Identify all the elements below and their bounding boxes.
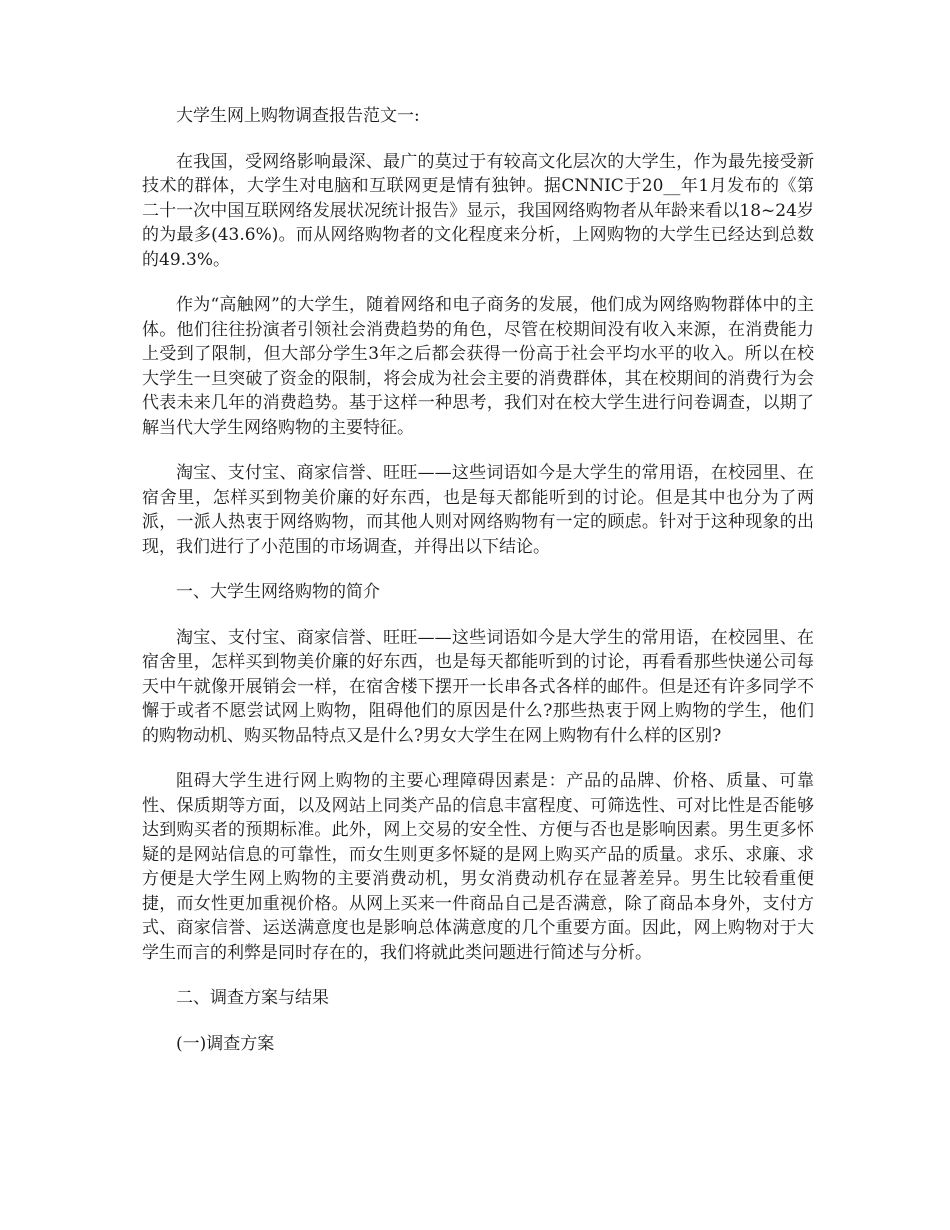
sub-heading-survey-plan: (一)调查方案: [176, 1033, 275, 1054]
paragraph-intro-3: 淘宝、支付宝、商家信誉、旺旺——这些词语如今是大学生的常用语，在校园里、在宿舍里，怎样买到物美价廉的好东西，也是每天都能听到的讨论。但是其中也分为了两派，一派人热衷于网络购物，而其他人则对网络购物有一定的顾虑。针对于这种现象的出现，我们进行了小范围的市场调查，并得出以下结论。: [142, 463, 814, 557]
document-body: [142, 104, 814, 1077]
paragraph-section1-1: 淘宝、支付宝、商家信誉、旺旺——这些词语如今是大学生的常用语，在校园里、在宿舍里，怎样买到物美价廉的好东西，也是每天都能听到的讨论，再看看那些快递公司每天中午就像开展销会一样，在宿舍楼下摆开一长串各式各样的邮件。但是还有许多同学不懈于或者不愿尝试网上购物，阻碍他们的原因是什么?那些热衷于网上购物的学生，他们的购物动机、购买物品特点又是什么?男女大学生在网上购物有什么样的区别?: [142, 627, 814, 746]
paragraph-intro-1: 在我国，受网络影响最深、最广的莫过于有较高文化层次的大学生，作为最先接受新技术的群体，大学生对电脑和互联网更是情有独钟。据CNNIC于20__年1月发布的《第二十一次中国互联网络发展状况统计报告》显示，我国网络购物者从年龄来看以18~24岁的为最多(43.6%)。而从网络购物者的文化程度来分析，上网购物的大学生已经达到总数的49.3%。: [142, 151, 814, 270]
section-heading-2: 二、调查方案与结果: [176, 988, 329, 1008]
section-heading-1: 一、大学生网络购物的简介: [176, 582, 380, 602]
paragraph-section1-2: 阻碍大学生进行网上购物的主要心理障碍因素是：产品的品牌、价格、质量、可靠性、保质期等方面，以及网站上同类产品的信息丰富程度、可筛选性、可对比性是否能够达到购买者的预期标准。此外，网上交易的安全性、方便与否也是影响因素。男生更多怀疑的是网站信息的可靠性，而女生则更多怀疑的是网上购买产品的质量。求乐、求廉、求方便是大学生网上购物的主要消费动机，男女消费动机存在显著差异。男生比较看重便捷，而女性更加重视价格。从网上买来一件商品自己是否满意，除了商品本身外，支付方式、商家信誉、运送满意度也是影响总体满意度的几个重要方面。因此，网上购物对于大学生而言的利弊是同时存在的，我们将就此类问题进行简述与分析。: [142, 771, 814, 963]
paragraph-intro-2: 作为“高触网”的大学生，随着网络和电子商务的发展，他们成为网络购物群体中的主体。他们往往扮演者引领社会消费趋势的角色，尽管在校期间没有收入来源，在消费能力上受到了限制，但大部分学生3年之后都会获得一份高于社会平均水平的收入。所以在校大学生一旦突破了资金的限制，将会成为社会主要的消费群体，其在校期间的消费行为会代表未来几年的消费趋势。基于这样一种思考，我们对在校大学生进行问卷调查，以期了解当代大学生网络购物的主要特征。: [142, 295, 814, 438]
document-title: 大学生网上购物调查报告范文一:: [176, 106, 420, 126]
